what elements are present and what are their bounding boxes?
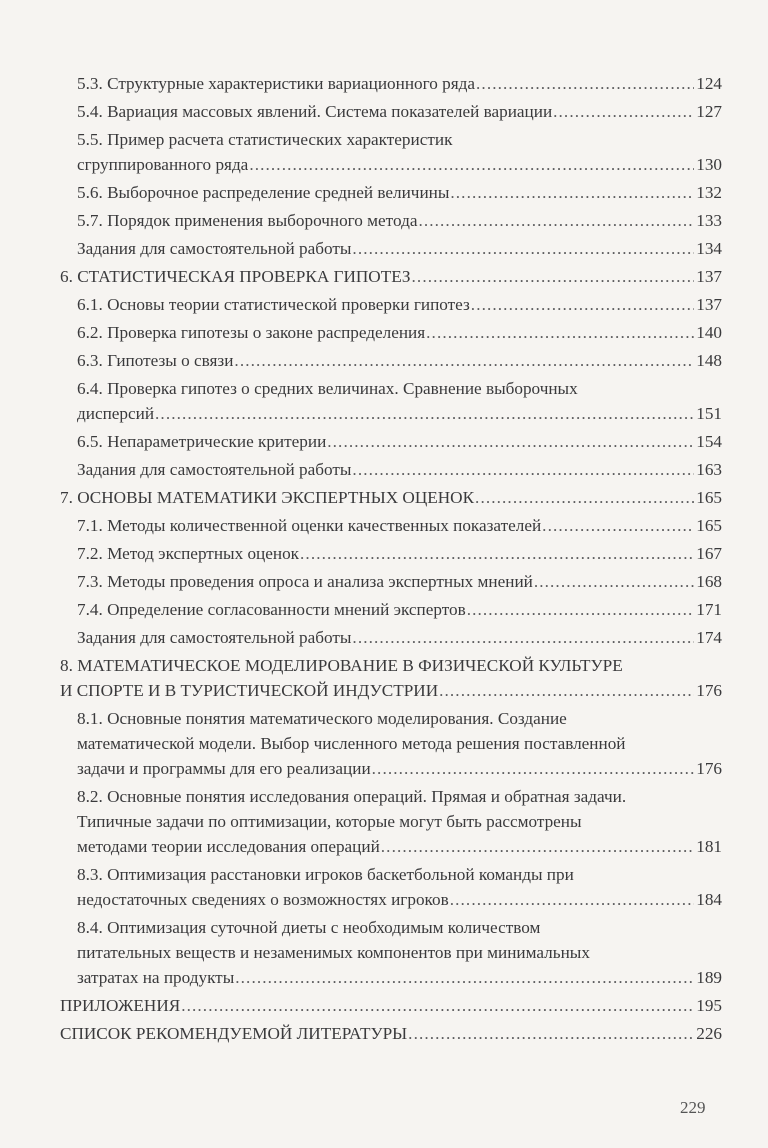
toc-page-number: 133	[696, 211, 722, 230]
dot-leader	[426, 320, 694, 345]
toc-page-number: 148	[696, 351, 722, 370]
dot-leader	[542, 513, 694, 538]
toc-entry-title-line: 8.2. Основные понятия исследования операций. Прямая и обратная задачи.	[77, 787, 627, 806]
table-of-contents	[60, 71, 722, 1049]
toc-section-entry[interactable]	[60, 292, 722, 317]
dot-leader	[234, 348, 694, 373]
dot-leader	[408, 1021, 694, 1046]
toc-entry-title-line: 8.3. Оптимизация расстановки игроков баскетбольной команды при	[77, 865, 574, 884]
toc-entry-title-line: Типичные задачи по оптимизации, которые могут быть рассмотрены	[77, 812, 582, 831]
toc-entry-title-line: Задания для самостоятельной работы	[77, 628, 352, 647]
dot-leader	[235, 965, 694, 990]
toc-chapter-entry[interactable]	[60, 485, 722, 510]
toc-page-number: 168	[696, 572, 722, 591]
toc-entry-title-line: 6.5. Непараметрические критерии	[77, 432, 327, 451]
toc-section-entry[interactable]	[60, 99, 722, 124]
toc-section-entry[interactable]	[60, 376, 722, 426]
toc-entry-title-line: И СПОРТЕ И В ТУРИСТИЧЕСКОЙ ИНДУСТРИИ	[60, 681, 439, 700]
toc-page-number: 195	[696, 996, 722, 1015]
toc-entry-title-line: Задания для самостоятельной работы	[77, 460, 352, 479]
toc-entry-title-line: 5.3. Структурные характеристики вариационного ряда	[77, 74, 476, 93]
dot-leader	[249, 152, 694, 177]
toc-entry-title-line: 6.1. Основы теории статистической проверки гипотез	[77, 295, 470, 314]
toc-page-number: 174	[696, 628, 722, 647]
toc-section-entry[interactable]	[60, 625, 722, 650]
toc-section-entry[interactable]	[60, 569, 722, 594]
toc-entry-title-line: методами теории исследования операций	[77, 837, 380, 856]
toc-entry-title-line: 7.2. Метод экспертных оценок	[77, 544, 300, 563]
toc-section-entry[interactable]	[60, 915, 722, 990]
dot-leader	[450, 180, 694, 205]
dot-leader	[181, 993, 694, 1018]
toc-section-entry[interactable]	[60, 706, 722, 781]
toc-page-number: 226	[696, 1024, 722, 1043]
dot-leader	[300, 541, 694, 566]
toc-entry-title-line: 5.6. Выборочное распределение средней величины	[77, 183, 450, 202]
toc-page-number: 127	[696, 102, 722, 121]
toc-page-number: 176	[696, 759, 722, 778]
toc-page-number: 181	[696, 837, 722, 856]
toc-page-number: 167	[696, 544, 722, 563]
toc-page-number: 171	[696, 600, 722, 619]
toc-page-number: 130	[696, 155, 722, 174]
dot-leader	[450, 887, 694, 912]
toc-entry-title-line: математической модели. Выбор численного метода решения поставленной	[77, 734, 626, 753]
dot-leader	[475, 485, 694, 510]
toc-section-entry[interactable]	[60, 180, 722, 205]
toc-section-entry[interactable]	[60, 541, 722, 566]
dot-leader	[467, 597, 695, 622]
dot-leader	[381, 834, 694, 859]
toc-section-entry[interactable]	[60, 513, 722, 538]
toc-entry-title-line: задачи и программы для его реализации	[77, 759, 371, 778]
toc-chapter-entry[interactable]	[60, 653, 722, 703]
dot-leader	[327, 429, 694, 454]
toc-entry-title-line: 5.5. Пример расчета статистических характеристик	[77, 130, 453, 149]
toc-page-number: 165	[696, 516, 722, 535]
toc-page-number: 137	[696, 295, 722, 314]
toc-entry-title-line: 7. ОСНОВЫ МАТЕМАТИКИ ЭКСПЕРТНЫХ ОЦЕНОК	[60, 488, 475, 507]
toc-entry-title-line: сгруппированного ряда	[77, 155, 249, 174]
toc-page-number: 176	[696, 681, 722, 700]
dot-leader	[155, 401, 694, 426]
toc-entry-title-line: Задания для самостоятельной работы	[77, 239, 352, 258]
toc-page-number: 165	[696, 488, 722, 507]
toc-page-number: 124	[696, 74, 722, 93]
toc-section-entry[interactable]	[60, 208, 722, 233]
toc-entry-title-line: 8.4. Оптимизация суточной диеты с необходимым количеством	[77, 918, 541, 937]
toc-section-entry[interactable]	[60, 597, 722, 622]
toc-section-entry[interactable]	[60, 71, 722, 96]
toc-entry-title-line: ПРИЛОЖЕНИЯ	[60, 996, 181, 1015]
toc-entry-title-line: 7.3. Методы проведения опроса и анализа экспертных мнений	[77, 572, 533, 591]
toc-entry-title-line: затратах на продукты	[77, 968, 235, 987]
dot-leader	[471, 292, 694, 317]
toc-chapter-entry[interactable]	[60, 993, 722, 1018]
toc-entry-title-line: 6. СТАТИСТИЧЕСКАЯ ПРОВЕРКА ГИПОТЕЗ	[60, 267, 411, 286]
toc-entry-title-line: 5.4. Вариация массовых явлений. Система показателей вариации	[77, 102, 553, 121]
dot-leader	[372, 756, 695, 781]
dot-leader	[534, 569, 694, 594]
dot-leader	[412, 264, 695, 289]
toc-entry-title-line: питательных веществ и незаменимых компонентов при минимальных	[77, 943, 590, 962]
toc-page-number: 151	[696, 404, 722, 423]
toc-page-number: 189	[696, 968, 722, 987]
toc-section-entry[interactable]	[60, 429, 722, 454]
toc-entry-title-line: 6.4. Проверка гипотез о средних величинах. Сравнение выборочных	[77, 379, 578, 398]
toc-entry-title-line: дисперсий	[77, 404, 155, 423]
toc-section-entry[interactable]	[60, 348, 722, 373]
toc-section-entry[interactable]	[60, 320, 722, 345]
toc-section-entry[interactable]	[60, 862, 722, 912]
page-number: 229	[680, 1098, 706, 1117]
toc-entry-title-line: 5.7. Порядок применения выборочного метода	[77, 211, 418, 230]
toc-entry-title-line: 6.2. Проверка гипотезы о законе распределения	[77, 323, 426, 342]
dot-leader	[352, 457, 694, 482]
toc-entry-title-line: 7.1. Методы количественной оценки качественных показателей	[77, 516, 542, 535]
dot-leader	[439, 678, 694, 703]
dot-leader	[553, 99, 694, 124]
dot-leader	[352, 625, 694, 650]
toc-page-number: 163	[696, 460, 722, 479]
dot-leader	[352, 236, 694, 261]
dot-leader	[418, 208, 694, 233]
toc-section-entry[interactable]	[60, 457, 722, 482]
toc-entry-title-line: 7.4. Определение согласованности мнений экспертов	[77, 600, 466, 619]
toc-page-number: 140	[696, 323, 722, 342]
toc-section-entry[interactable]	[60, 784, 722, 859]
dot-leader	[476, 71, 694, 96]
toc-entry-title-line: 8. МАТЕМАТИЧЕСКОЕ МОДЕЛИРОВАНИЕ В ФИЗИЧЕСКОЙ КУЛЬТУРЕ	[60, 656, 623, 675]
toc-entry-title-line: 6.3. Гипотезы о связи	[77, 351, 234, 370]
toc-page-number: 134	[696, 239, 722, 258]
toc-section-entry[interactable]	[60, 127, 722, 177]
toc-entry-title-line: СПИСОК РЕКОМЕНДУЕМОЙ ЛИТЕРАТУРЫ	[60, 1024, 408, 1043]
toc-page-number: 154	[696, 432, 722, 451]
toc-entry-title-line: недостаточных сведениях о возможностях игроков	[77, 890, 449, 909]
toc-section-entry[interactable]	[60, 236, 722, 261]
toc-chapter-entry[interactable]	[60, 264, 722, 289]
toc-chapter-entry[interactable]	[60, 1021, 722, 1046]
toc-page-number: 137	[696, 267, 722, 286]
toc-page-number: 132	[696, 183, 722, 202]
toc-entry-title-line: 8.1. Основные понятия математического моделирования. Создание	[77, 709, 567, 728]
toc-page-number: 184	[696, 890, 722, 909]
